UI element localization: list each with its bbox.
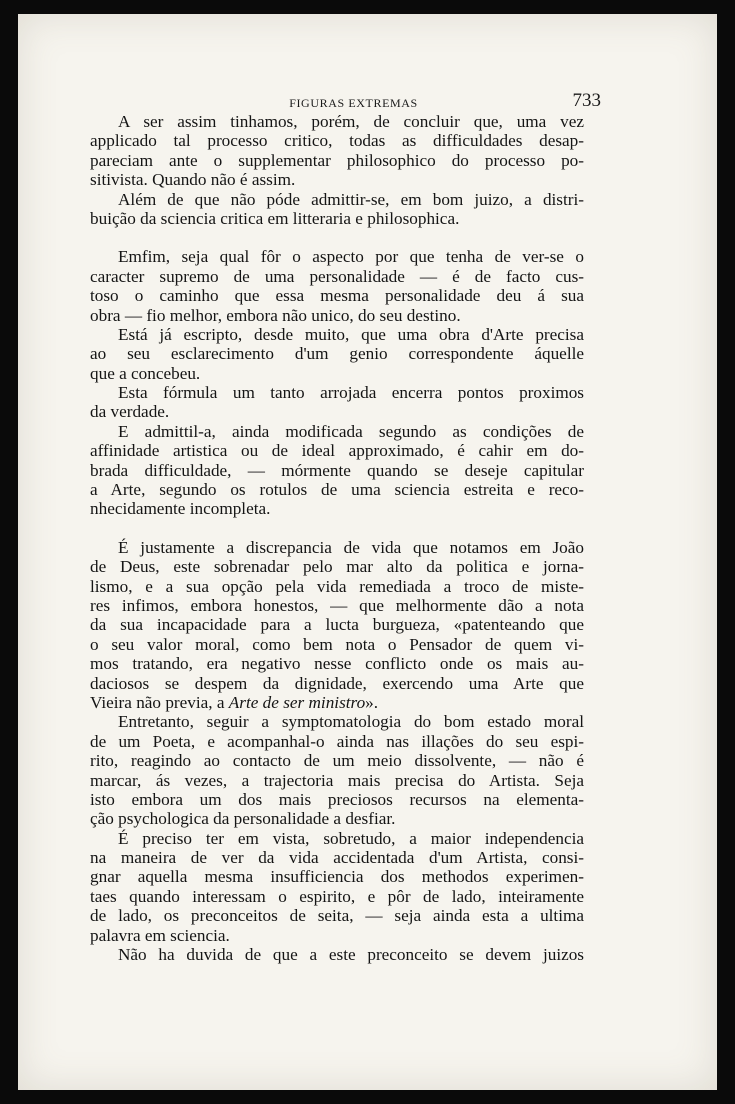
- text-line: palavra em sciencia.: [90, 925, 230, 945]
- text-line: applicado tal processo critico, todas as difficuldades desap-: [90, 131, 584, 151]
- text-line: de Deus, este sobrenadar pelo mar alto da politica e jorna-: [90, 557, 584, 577]
- text-line: marcar, ás vezes, a trajectoria mais precisa do Artista. Seja: [90, 770, 584, 790]
- italic-title: Arte de ser ministro: [228, 692, 366, 712]
- page-header: [108, 90, 599, 114]
- paragraph: [90, 945, 584, 964]
- text-segment: Vieira não previa, a: [90, 692, 225, 712]
- text-line: affinidade artistica ou de ideal approximado, é cahir em do-: [90, 441, 584, 461]
- text-line: o seu valor moral, como bem nota o Pensador de quem vi-: [90, 634, 584, 654]
- text-line: É justamente a discrepancia de vida que notamos em João: [118, 537, 584, 557]
- running-title: FIGURAS EXTREMAS: [289, 96, 418, 110]
- text-line: Esta fórmula um tanto arrojada encerra pontos proximos: [118, 383, 584, 403]
- text-line: lismo, e a sua opção pela vida remediada a troco de miste-: [90, 576, 584, 596]
- text-line: pareciam ante o supplementar philosophico do processo po-: [90, 150, 584, 170]
- text-line: de um Poeta, e acompanhal-o ainda nas illações do seu espi-: [90, 731, 584, 751]
- paragraph: [90, 383, 584, 422]
- text-line: ao seu esclarecimento d'um genio correspondente áquelle: [90, 344, 584, 364]
- text-line: de lado, os preconceitos de seita, — seja ainda esta a ultima: [90, 906, 584, 926]
- paragraph: [90, 538, 584, 713]
- text-line: A ser assim tinhamos, porém, de concluir que, uma vez: [118, 112, 584, 131]
- text-line: isto embora um dos mais preciosos recursos na elementa-: [90, 789, 584, 809]
- text-line: Além de que não póde admittir-se, em bom juizo, a distri-: [118, 189, 584, 209]
- text-line: [90, 693, 584, 712]
- text-line: na maneira de ver da vida accidentada d'um Artista, consi-: [90, 848, 584, 868]
- text-line: rito, reagindo ao contacto de um meio dissolvente, — não é: [90, 751, 584, 771]
- text-line: obra — fio melhor, embora não unico, do seu destino.: [90, 305, 461, 325]
- paragraph: [90, 112, 584, 190]
- page-number: 733: [572, 90, 601, 111]
- paragraph: [90, 422, 584, 519]
- text-line: Emfim, seja qual fôr o aspecto por que tenha de ver-se o: [118, 247, 584, 267]
- paragraph: [90, 190, 584, 229]
- text-line: taes quando interessam o espirito, e pôr de lado, inteiramente: [90, 886, 584, 906]
- text-line: toso o caminho que essa mesma personalidade deu á sua: [90, 286, 584, 306]
- text-line: sitivista. Quando não é assim.: [90, 170, 296, 190]
- text-line: daciosos se despem da dignidade, exercendo uma Arte que: [90, 673, 584, 693]
- text-line: mos tratando, era negativo nesse conflicto onde os mais au-: [90, 654, 584, 674]
- text-line: buição da sciencia critica em litteraria e philosophica.: [90, 208, 460, 228]
- text-line: caracter supremo de uma personalidade — é de facto cus-: [90, 266, 584, 286]
- text-line: res infimos, embora honestos, — que melhormente dão a nota: [90, 595, 584, 615]
- text-line: ção psychologica da personalidade a desfiar.: [90, 809, 396, 829]
- paragraph: [90, 247, 584, 325]
- body-text: [90, 112, 584, 964]
- text-line: que a concebeu.: [90, 363, 201, 383]
- text-segment: ».: [365, 692, 379, 712]
- text-line: da sua incapacidade para a lucta burgueza, «patenteando que: [90, 615, 584, 635]
- paragraph: [90, 829, 584, 945]
- text-line: Está já escripto, desde muito, que uma obra d'Arte precisa: [118, 324, 584, 344]
- text-line: E admittil-a, ainda modificada segundo as condições de: [118, 421, 584, 441]
- text-line: Entretanto, seguir a symptomatologia do bom estado moral: [118, 712, 584, 732]
- text-line: Não ha duvida de que a este preconceito se devem juizos: [118, 945, 584, 965]
- paragraph: [90, 325, 584, 383]
- text-line: da verdade.: [90, 402, 170, 422]
- text-line: brada difficuldade, — mórmente quando se deseje capitular: [90, 460, 584, 480]
- text-line: É preciso ter em vista, sobretudo, a maior independencia: [118, 828, 584, 848]
- text-line: gnar aquella mesma insufficiencia dos methodos experimen-: [90, 867, 584, 887]
- text-line: a Arte, segundo os rotulos de uma sciencia estreita e reco-: [90, 480, 584, 500]
- text-line: nhecidamente incompleta.: [90, 499, 271, 519]
- paragraph: [90, 712, 584, 828]
